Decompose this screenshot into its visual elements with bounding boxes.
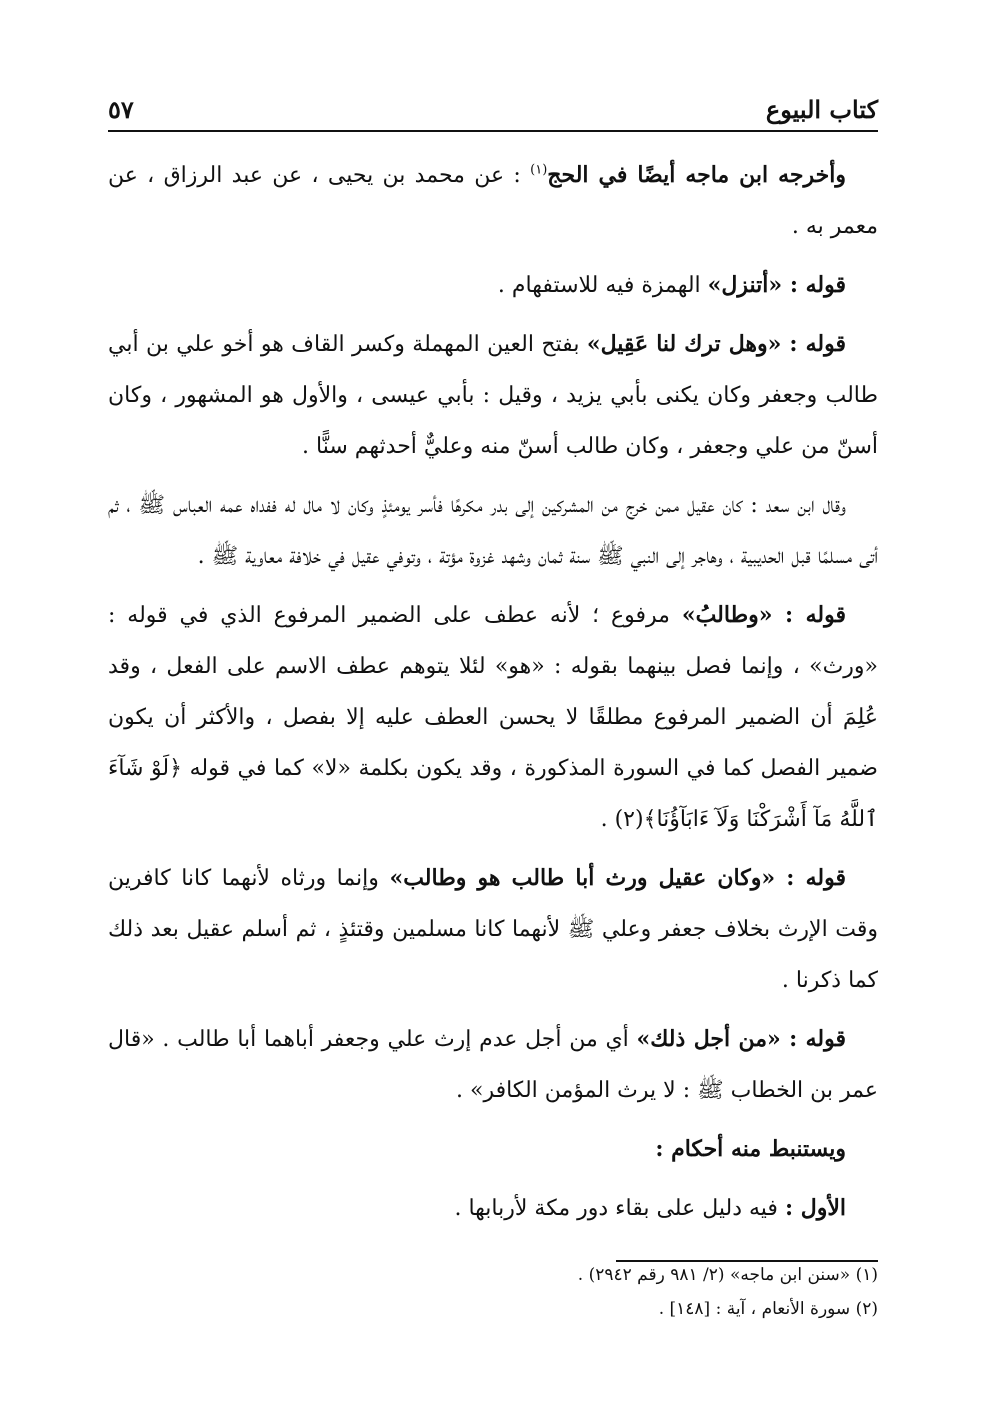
paragraph bbox=[108, 590, 878, 845]
footnote: (٢) سورة الأنعام ، آية : [١٤٨] . bbox=[658, 1299, 878, 1319]
section-heading: ويستنبط منه أحكام : bbox=[655, 1136, 846, 1162]
footnote: (١) «سنن ابن ماجه» (٢/ ٩٨١ رقم ٢٩٤٢) . bbox=[577, 1265, 878, 1285]
paragraph-lead: قوله : «من أجل ذلك» bbox=[636, 1026, 846, 1052]
footnote-ref: (١) bbox=[530, 162, 548, 178]
paragraph-lead: قوله : «وهل ترك لنا عَقِيل» bbox=[586, 331, 846, 357]
page-header bbox=[108, 86, 878, 132]
paragraph bbox=[108, 1014, 878, 1116]
paragraph bbox=[108, 853, 878, 1006]
paragraph bbox=[108, 1124, 878, 1175]
page-number: ٥٧ bbox=[108, 95, 134, 124]
paragraph-text: فيه دليل على بقاء دور مكة لأربابها . bbox=[454, 1196, 785, 1221]
paragraph bbox=[108, 319, 878, 472]
paragraph-text: : عن محمد بن يحيى ، عن عبد الرزاق ، عن معمر به . bbox=[108, 163, 878, 239]
paragraph bbox=[108, 260, 878, 311]
paragraph-lead: وأخرجه ابن ماجه أيضًا في الحج bbox=[547, 162, 847, 188]
paragraph-text: وإنما ورثاه لأنهما كانا كافرين وقت الإرث بخلاف جعفر وعلي ﷺ لأنهما كانا مسلمين وقتئذٍ ، ثم أسلم عقيل بعد ذلك كما ذكرنا . bbox=[108, 866, 878, 993]
paragraph-lead: قوله : «أتنزل» bbox=[707, 272, 846, 298]
paragraph-lead: قوله : «وكان عقيل ورث أبا طالب هو وطالب» bbox=[389, 865, 846, 891]
paragraph-text: وقال ابن سعد : كان عقيل ممن خرج من المشركين إلى بدر مكرهًا فأسر يومئذٍ وكان لا مال له ففداه عمه العباس ﷺ ، ثم أتى مسلمًا قبل الحديبية ، وهاجر إلى النبي ﷺ سنة ثمان وشهد غزوة مؤتة ، وتوفي عقيل في خلافة معاوية ﷺ . bbox=[108, 493, 878, 569]
running-title: كتاب البيوع bbox=[765, 95, 878, 124]
page-body bbox=[108, 150, 878, 1242]
paragraph-text: الهمزة فيه للاستفهام . bbox=[497, 273, 708, 298]
paragraph-lead: قوله : «وطالبُ» bbox=[681, 602, 847, 628]
paragraph-text: أي من أجل عدم إرث علي وجعفر أباهما أبا طالب . «قال عمر بن الخطاب ﷺ : لا يرث المؤمن الكافر» . bbox=[108, 1027, 878, 1103]
paragraph-lead: الأول : bbox=[784, 1195, 846, 1221]
paragraph bbox=[108, 1183, 878, 1234]
paragraph bbox=[108, 150, 878, 252]
paragraph-text: بفتح العين المهملة وكسر القاف هو أخو علي بن أبي طالب وجعفر وكان يكنى بأبي يزيد ، وقيل : بأبي عيسى ، والأول هو المشهور ، وكان أسنّ من علي وجعفر ، وكان طالب أسنّ منه وعليٌّ أحدثهم سنًّا . bbox=[108, 332, 878, 459]
footnotes bbox=[108, 1258, 878, 1326]
paragraph bbox=[108, 480, 878, 582]
paragraph-text: مرفوع ؛ لأنه عطف على الضمير المرفوع الذي في قوله : «ورث» ، وإنما فصل بينهما بقوله : «هو» لئلا يتوهم عطف الاسم على الفعل ، وقد عُلِمَ أن الضمير المرفوع مطلقًا لا يحسن العطف عليه إلا بفصل ، والأكثر أن يكون ضمير الفصل كما في السورة المذكورة ، وقد يكون بكلمة «لا» كما في قوله ﴿لَوْ شَآءَ ٱللَّهُ مَآ أَشْرَكْنَا وَلَآ ءَابَآؤُنَا﴾(٢) . bbox=[108, 603, 878, 832]
